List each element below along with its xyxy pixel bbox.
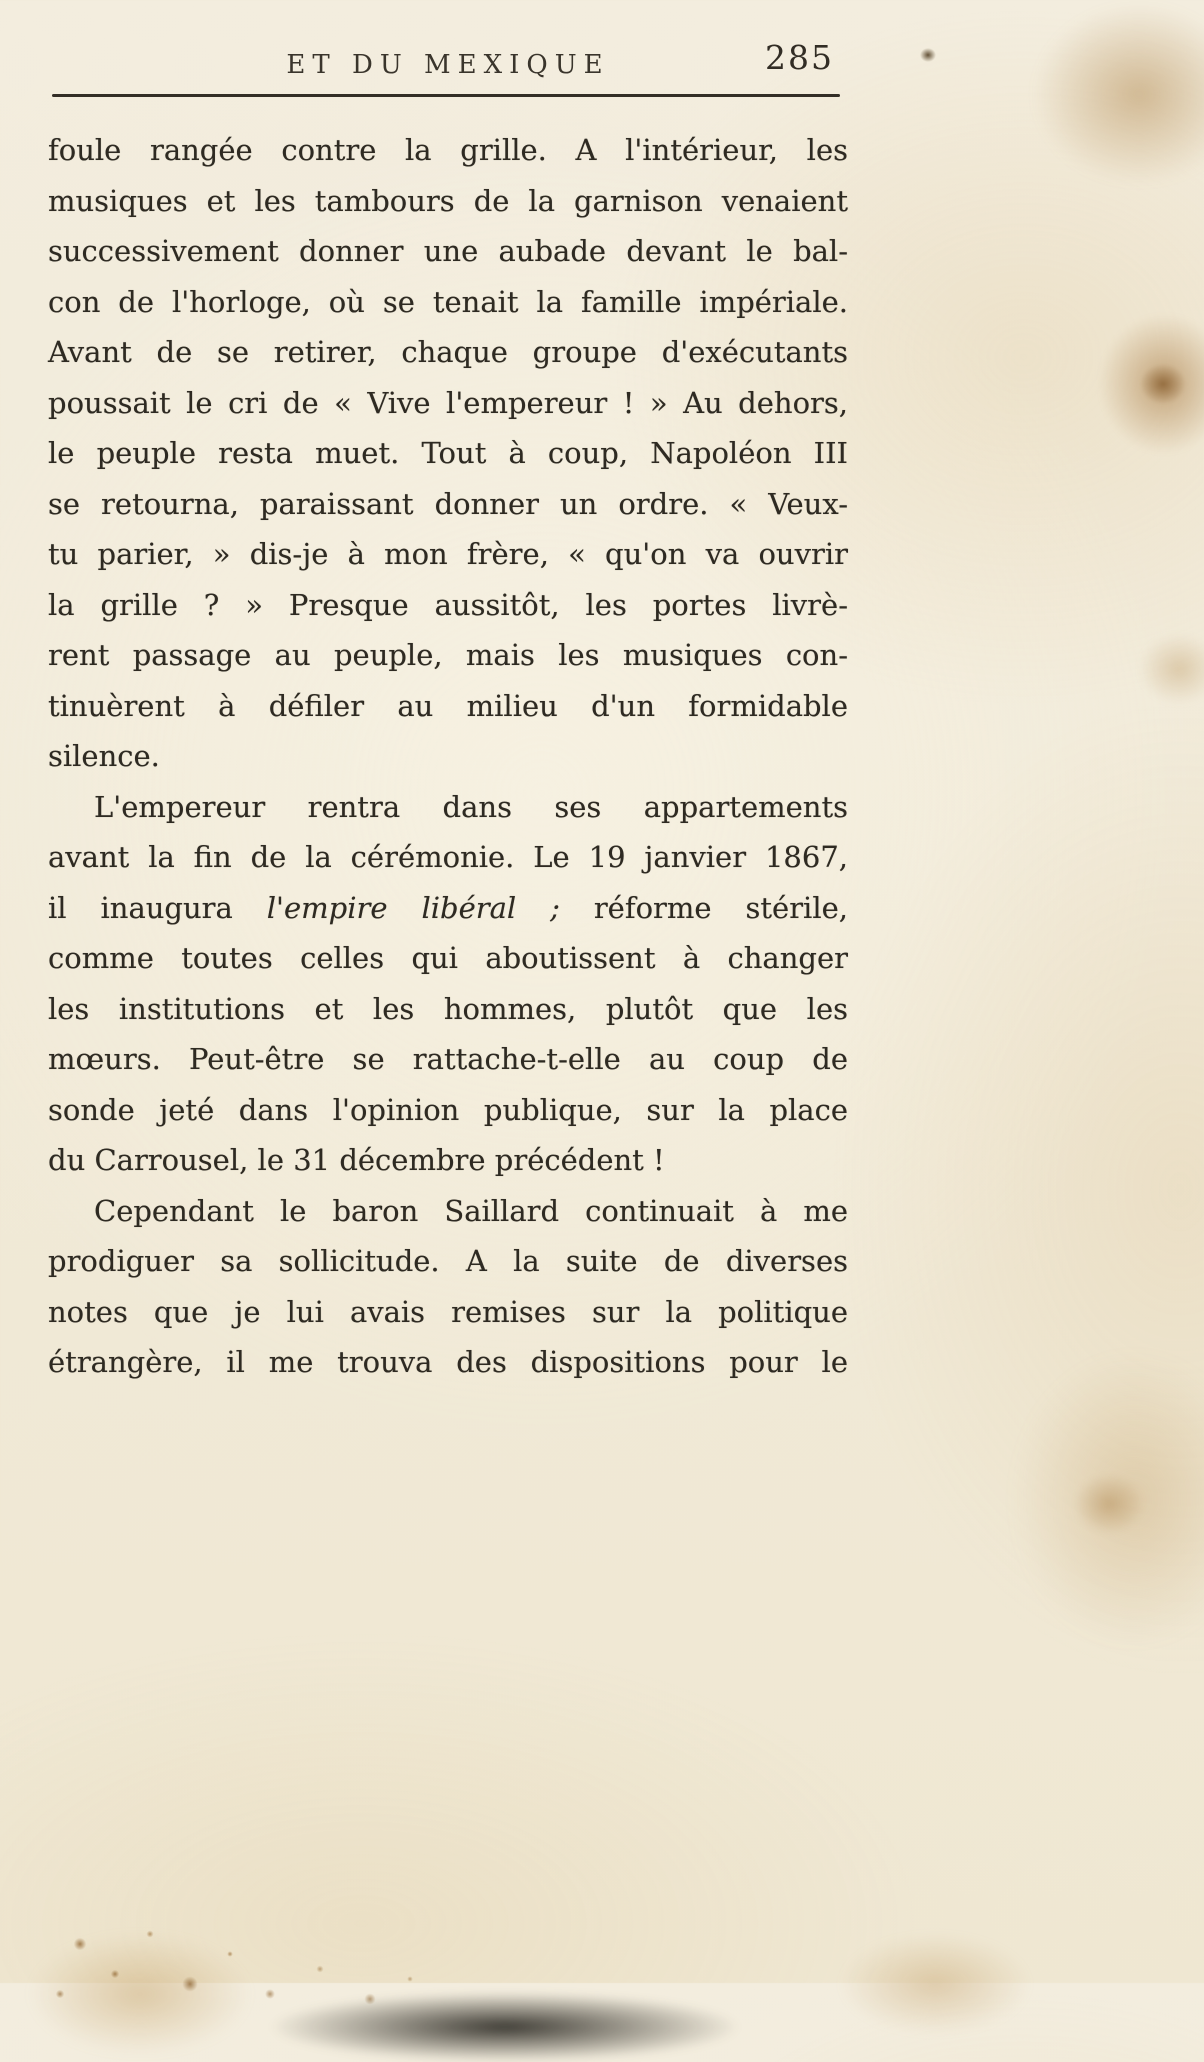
header-rule	[52, 94, 840, 97]
text-segment: tinuèrent à défiler au milieu d'un formidable	[48, 688, 848, 723]
text-segment: successivement donner une aubade devant le bal-	[48, 234, 848, 268]
text-segment: la grille ? » Presque aussitôt, les portes livrè-	[48, 587, 848, 622]
text-segment: con de l'horloge, où se tenait la famille impériale.	[48, 284, 848, 319]
text-line	[48, 984, 848, 1035]
text-line	[48, 782, 848, 833]
text-line	[48, 226, 848, 277]
text-line	[48, 1135, 848, 1186]
text-segment: L'empereur rentra dans ses appartements	[94, 789, 848, 824]
text-segment: les institutions et les hommes, plutôt que les	[48, 991, 848, 1026]
text-line	[48, 176, 848, 227]
text-line	[48, 933, 848, 984]
text-segment: comme toutes celles qui aboutissent à changer	[48, 941, 848, 975]
book-page	[0, 38, 1204, 1388]
text-segment: étrangère, il me trouva des dispositions pour le	[48, 1345, 848, 1379]
text-line	[48, 428, 848, 479]
text-line	[48, 327, 848, 378]
text-line	[48, 630, 848, 681]
italic-phrase: l'empire libéral ;	[266, 890, 560, 925]
text-segment: sonde jeté dans l'opinion publique, sur la place	[48, 1092, 848, 1127]
text-line	[48, 580, 848, 631]
text-block	[48, 125, 848, 1388]
paper-stain	[1074, 1474, 1144, 1534]
text-segment: se retourna, paraissant donner un ordre. « Veux-	[48, 486, 848, 521]
paper-stain	[30, 1934, 250, 2054]
page-header	[48, 38, 848, 86]
text-line	[48, 125, 848, 176]
paper-stain	[840, 1934, 1030, 2034]
text-segment: musiques et les tambours de la garnison venaient	[48, 183, 848, 218]
text-segment: notes que je lui avais remises sur la politique	[48, 1294, 848, 1329]
text-segment: silence.	[48, 739, 160, 773]
page-edge-shadow	[270, 1992, 740, 2062]
text-segment: mœurs. Peut-être se rattache-t-elle au coup de	[48, 1042, 848, 1076]
text-segment: poussait le cri de « Vive l'empereur ! » Au dehors,	[48, 385, 848, 420]
text-line	[48, 1337, 848, 1388]
paper-stain	[40, 1874, 500, 2027]
text-segment: le peuple resta muet. Tout à coup, Napoléon III	[48, 436, 848, 470]
text-line	[48, 731, 848, 782]
text-segment: Cependant le baron Saillard continuait à me	[94, 1193, 848, 1228]
page-number: 285	[765, 38, 834, 77]
text-segment: rent passage au peuple, mais les musiques con-	[48, 638, 848, 672]
text-line	[48, 1085, 848, 1136]
text-line	[48, 681, 848, 732]
text-segment: il inaugura	[48, 890, 267, 925]
text-line	[48, 1186, 848, 1237]
paper-stain	[1014, 1354, 1204, 1644]
text-segment: tu parier, » dis-je à mon frère, « qu'on va ouvrir	[48, 537, 848, 571]
text-segment: foule rangée contre la grille. A l'intérieur, les	[48, 133, 848, 167]
text-line	[48, 529, 848, 580]
text-line	[48, 277, 848, 328]
text-segment: réforme stérile,	[559, 890, 848, 925]
text-line	[48, 1287, 848, 1338]
text-segment: Avant de se retirer, chaque groupe d'exécutants	[48, 335, 848, 369]
text-line	[48, 1236, 848, 1287]
text-segment: avant la fin de la cérémonie. Le 19 janvier 1867,	[48, 840, 848, 874]
running-title: ET DU MEXIQUE	[286, 50, 610, 80]
text-line	[48, 832, 848, 883]
text-line	[48, 1034, 848, 1085]
text-line	[48, 479, 848, 530]
text-segment: du Carrousel, le 31 décembre précédent !	[48, 1143, 665, 1177]
text-line	[48, 883, 848, 934]
text-segment: prodiguer sa sollicitude. A la suite de diverses	[48, 1244, 848, 1278]
text-line	[48, 378, 848, 429]
